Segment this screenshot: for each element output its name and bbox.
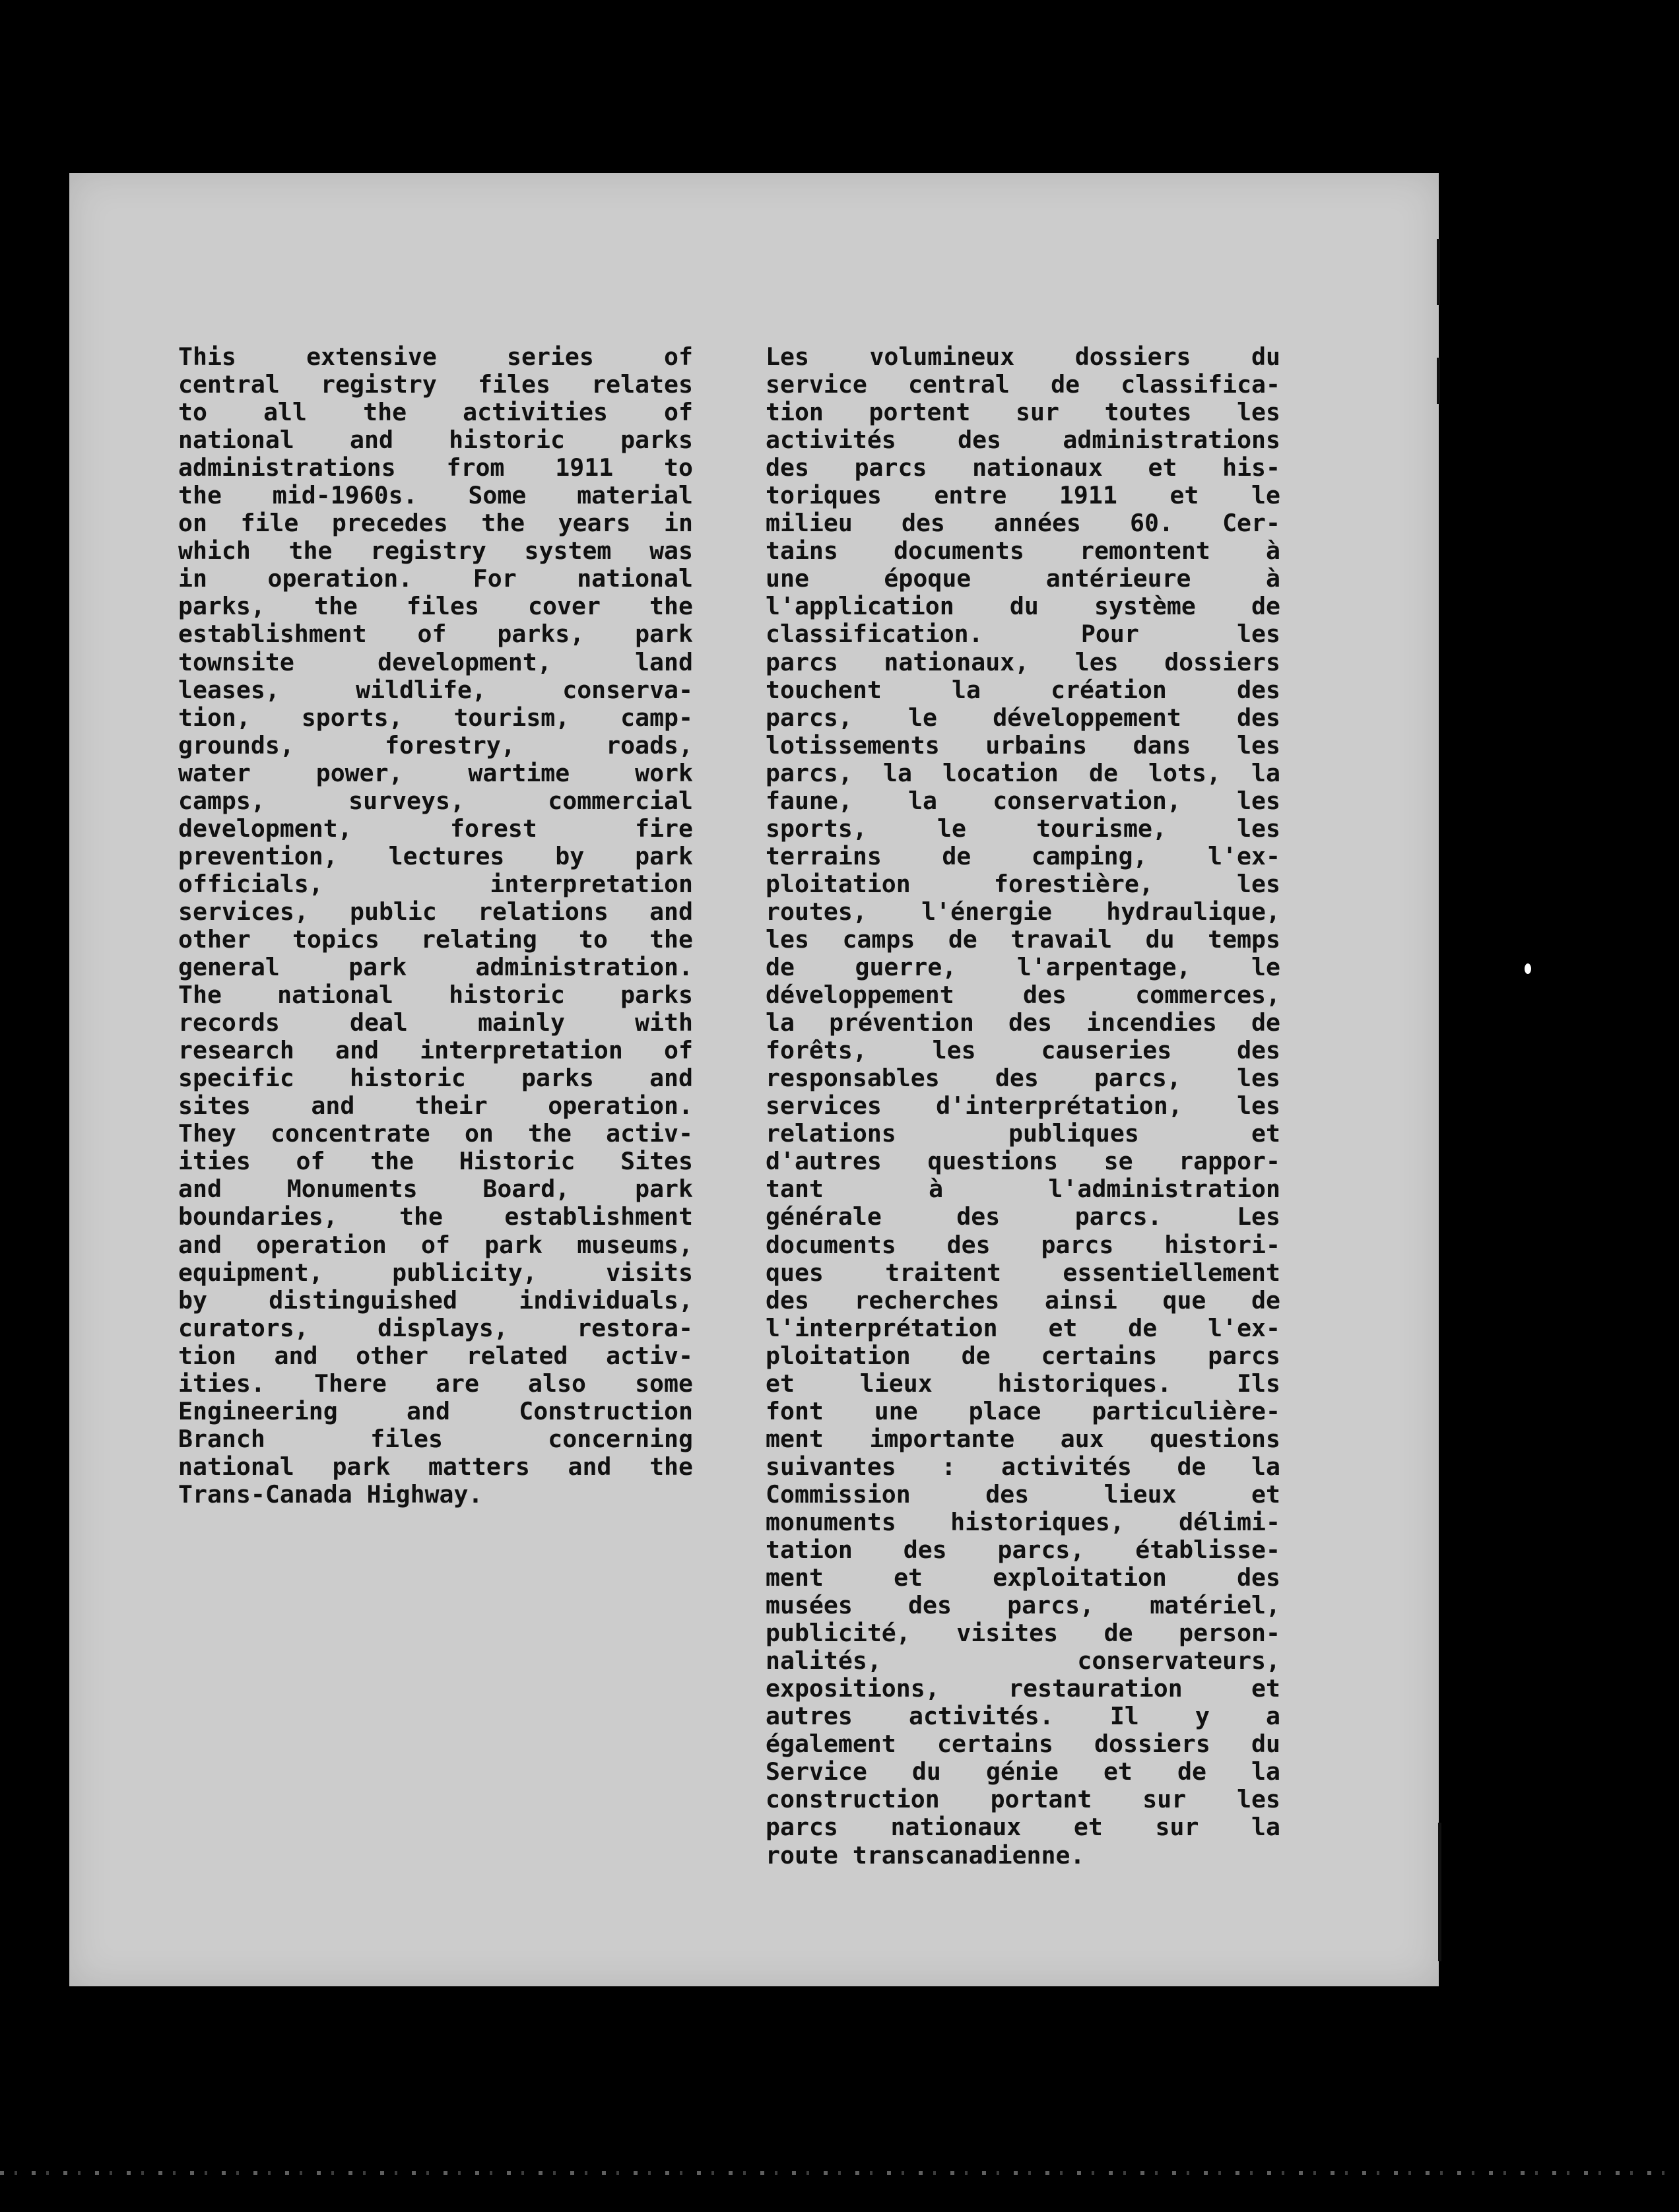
french-text-line: toriques entre 1911 et le (766, 482, 1280, 510)
english-text-line: establishment of parks, park (178, 620, 693, 649)
english-text-line: townsite development, land (178, 648, 693, 676)
english-text-line: national park matters and the (178, 1452, 693, 1481)
english-text-line: parks, the files cover the (178, 593, 693, 621)
french-text-line: et lieux historiques. Ils (766, 1369, 1280, 1398)
english-text-line: Branch files concerning (178, 1425, 693, 1453)
french-text-line: relations publiques et (766, 1120, 1280, 1148)
french-text-line: classification. Pour les (766, 620, 1280, 649)
english-text-line: and Monuments Board, park (178, 1175, 693, 1204)
english-text-line: ities of the Historic Sites (178, 1148, 693, 1176)
french-text-line: tains documents remontent à (766, 537, 1280, 566)
english-text-line: central registry files relates (178, 371, 693, 399)
french-text-line: tation des parcs, établisse- (766, 1536, 1280, 1565)
english-text-line: national and historic parks (178, 426, 693, 455)
french-text-line: touchent la création des (766, 676, 1280, 704)
english-text-line: general park administration. (178, 954, 693, 982)
french-text-line: musées des parcs, matériel, (766, 1592, 1280, 1620)
english-text-line: boundaries, the establishment (178, 1203, 693, 1231)
english-text-line: research and interpretation of (178, 1037, 693, 1065)
french-text-line: activités des administrations (766, 426, 1280, 455)
english-text-line: Trans-Canada Highway. (178, 1480, 483, 1509)
french-text-line: nalités, conservateurs, (766, 1647, 1280, 1675)
french-text-line: parcs nationaux, les dossiers (766, 648, 1280, 676)
english-text-line: on file precedes the years in (178, 509, 693, 538)
french-text-line: les camps de travail du temps (766, 925, 1280, 954)
french-text-line: service central de classifica- (766, 371, 1280, 399)
french-text-line: responsables des parcs, les (766, 1064, 1280, 1093)
french-text-line: parcs nationaux et sur la (766, 1813, 1280, 1842)
french-text-line: parcs, le développement des (766, 703, 1280, 732)
french-text-line: l'interprétation et de l'ex- (766, 1314, 1280, 1342)
english-text-line: The national historic parks (178, 981, 693, 1010)
scan-speck (1525, 963, 1531, 974)
french-text-line: Les volumineux dossiers du (766, 343, 1280, 371)
french-text-line: publicité, visites de person- (766, 1619, 1280, 1648)
french-text-line: construction portant sur les (766, 1786, 1280, 1814)
french-text-line: de guerre, l'arpentage, le (766, 954, 1280, 982)
english-text-line: the mid-1960s. Some material (178, 482, 693, 510)
french-text-line: ques traitent essentiellement (766, 1258, 1280, 1287)
french-text-line: d'autres questions se rappor- (766, 1148, 1280, 1176)
french-text-line: Service du génie et de la (766, 1758, 1280, 1786)
english-text-line: leases, wildlife, conserva- (178, 676, 693, 704)
english-text-line: development, forest fire (178, 814, 693, 843)
english-text-line: tion and other related activ- (178, 1342, 693, 1370)
french-text-line: ploitation de certains parcs (766, 1342, 1280, 1370)
english-text-line: grounds, forestry, roads, (178, 731, 693, 760)
french-text-line: milieu des années 60. Cer- (766, 509, 1280, 538)
french-text-line: documents des parcs histori- (766, 1231, 1280, 1259)
english-text-column (178, 343, 693, 1509)
english-text-line: prevention, lectures by park (178, 842, 693, 870)
french-text-line: monuments historiques, délimi- (766, 1508, 1280, 1536)
french-text-line: la prévention des incendies de (766, 1009, 1280, 1037)
english-text-line: in operation. For national (178, 565, 693, 593)
french-text-line: parcs, la location de lots, la (766, 759, 1280, 787)
english-text-line: They concentrate on the activ- (178, 1120, 693, 1148)
french-text-line: également certains dossiers du (766, 1730, 1280, 1759)
document-page (69, 173, 1439, 1986)
english-text-line: records deal mainly with (178, 1009, 693, 1037)
french-text-line: des recherches ainsi que de (766, 1286, 1280, 1315)
english-text-line: water power, wartime work (178, 759, 693, 787)
french-text-line: l'application du système de (766, 593, 1280, 621)
english-text-line: Engineering and Construction (178, 1397, 693, 1425)
french-text-line: expositions, restauration et (766, 1675, 1280, 1703)
english-text-line: specific historic parks and (178, 1064, 693, 1093)
french-text-line: générale des parcs. Les (766, 1203, 1280, 1231)
french-text-line: suivantes : activités de la (766, 1452, 1280, 1481)
french-text-line: tant à l'administration (766, 1175, 1280, 1204)
english-text-line: This extensive series of (178, 343, 693, 371)
english-text-line: tion, sports, tourism, camp- (178, 703, 693, 732)
english-text-line: administrations from 1911 to (178, 454, 693, 482)
french-text-line: Commission des lieux et (766, 1480, 1280, 1509)
scan-noise (0, 2171, 1679, 2175)
page-edge-mark (1437, 239, 1440, 305)
page-edge-mark (1437, 358, 1440, 404)
french-text-line: terrains de camping, l'ex- (766, 842, 1280, 870)
french-text-column (766, 343, 1280, 1870)
french-text-line: une époque antérieure à (766, 565, 1280, 593)
french-text-line: ment importante aux questions (766, 1425, 1280, 1453)
french-text-line: ploitation forestière, les (766, 870, 1280, 898)
french-text-line: des parcs nationaux et his- (766, 454, 1280, 482)
english-text-line: and operation of park museums, (178, 1231, 693, 1259)
french-text-line: tion portent sur toutes les (766, 399, 1280, 427)
english-text-line: camps, surveys, commercial (178, 787, 693, 815)
english-text-line: services, public relations and (178, 897, 693, 926)
french-text-line: route transcanadienne. (766, 1841, 1085, 1870)
english-text-line: equipment, publicity, visits (178, 1258, 693, 1287)
french-text-line: lotissements urbains dans les (766, 731, 1280, 760)
english-text-line: which the registry system was (178, 537, 693, 566)
french-text-line: sports, le tourisme, les (766, 814, 1280, 843)
french-text-line: font une place particulière- (766, 1397, 1280, 1425)
french-text-line: forêts, les causeries des (766, 1037, 1280, 1065)
french-text-line: développement des commerces, (766, 981, 1280, 1010)
french-text-line: ment et exploitation des (766, 1564, 1280, 1592)
english-text-line: ities. There are also some (178, 1369, 693, 1398)
english-text-line: by distinguished individuals, (178, 1286, 693, 1315)
english-text-line: other topics relating to the (178, 925, 693, 954)
french-text-line: autres activités. Il y a (766, 1703, 1280, 1731)
english-text-line: officials, interpretation (178, 870, 693, 898)
french-text-line: faune, la conservation, les (766, 787, 1280, 815)
french-text-line: services d'interprétation, les (766, 1092, 1280, 1121)
english-text-line: to all the activities of (178, 399, 693, 427)
page-edge-mark (1438, 1823, 1441, 1961)
french-text-line: routes, l'énergie hydraulique, (766, 897, 1280, 926)
english-text-line: sites and their operation. (178, 1092, 693, 1121)
english-text-line: curators, displays, restora- (178, 1314, 693, 1342)
